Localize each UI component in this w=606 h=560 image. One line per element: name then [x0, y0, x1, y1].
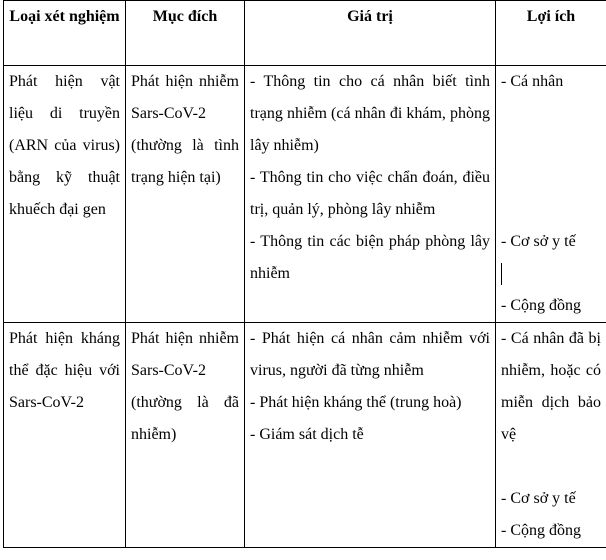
table-header-row [4, 1, 606, 66]
value-item: - Phát hiện cá nhân cảm nhiễm với virus, người đã từng nhiễm [250, 330, 490, 379]
value-item: - Thông tin cho cá nhân biết tình trạng nhiễm (cá nhân đi khám, phòng lây nhiễm) [250, 73, 490, 154]
cell-benefits [496, 323, 606, 548]
benefit-item: - Cơ sở y tế [501, 490, 576, 507]
value-item: - Phát hiện kháng thể (trung hoà) [250, 394, 462, 411]
cell-test-type: Phát hiện vật liệu di truyền (ARN của virus) bằng kỹ thuật khuếch đại gen [4, 66, 126, 323]
cell-benefits [496, 66, 606, 323]
benefit-item: - Cá nhân đã bị nhiễm, hoặc có miễn dịch bảo vệ [501, 330, 601, 443]
value-item: - Thông tin cho việc chẩn đoán, điều trị, quản lý, phòng lây nhiễm [250, 169, 490, 218]
cell-test-type: Phát hiện kháng thể đặc hiệu với Sars-CoV-2 [4, 323, 126, 548]
spacer [501, 451, 601, 483]
header-purpose: Mục đích [126, 1, 245, 66]
cell-values [245, 323, 496, 548]
header-benefit: Lợi ích [496, 1, 606, 66]
cell-purpose: Phát hiện nhiễm Sars-CoV-2 (thường là tình trạng hiện tại) [126, 66, 245, 323]
table-row [4, 66, 606, 323]
spacer [501, 162, 601, 194]
document-table-container [3, 0, 606, 548]
header-test-type: Loại xét nghiệm [4, 1, 126, 66]
text-cursor-icon [501, 263, 502, 285]
benefit-item: - Cộng đồng [501, 297, 581, 314]
spacer [501, 98, 601, 130]
table-row [4, 323, 606, 548]
spacer [501, 130, 601, 162]
spacer [501, 194, 601, 226]
value-item: - Giám sát dịch tễ [250, 426, 364, 443]
header-value: Giá trị [245, 1, 496, 66]
benefit-item: - Cá nhân [501, 73, 564, 90]
covid-testing-table [3, 0, 606, 548]
value-item: - Thông tin các biện pháp phòng lây nhiễm [250, 233, 490, 282]
benefit-item: - Cộng đồng [501, 522, 581, 539]
cell-values [245, 66, 496, 323]
text-cursor-line [501, 258, 601, 290]
cell-purpose: Phát hiện nhiễm Sars-CoV-2 (thường là đã nhiễm) [126, 323, 245, 548]
benefit-item: - Cơ sở y tế [501, 233, 576, 250]
